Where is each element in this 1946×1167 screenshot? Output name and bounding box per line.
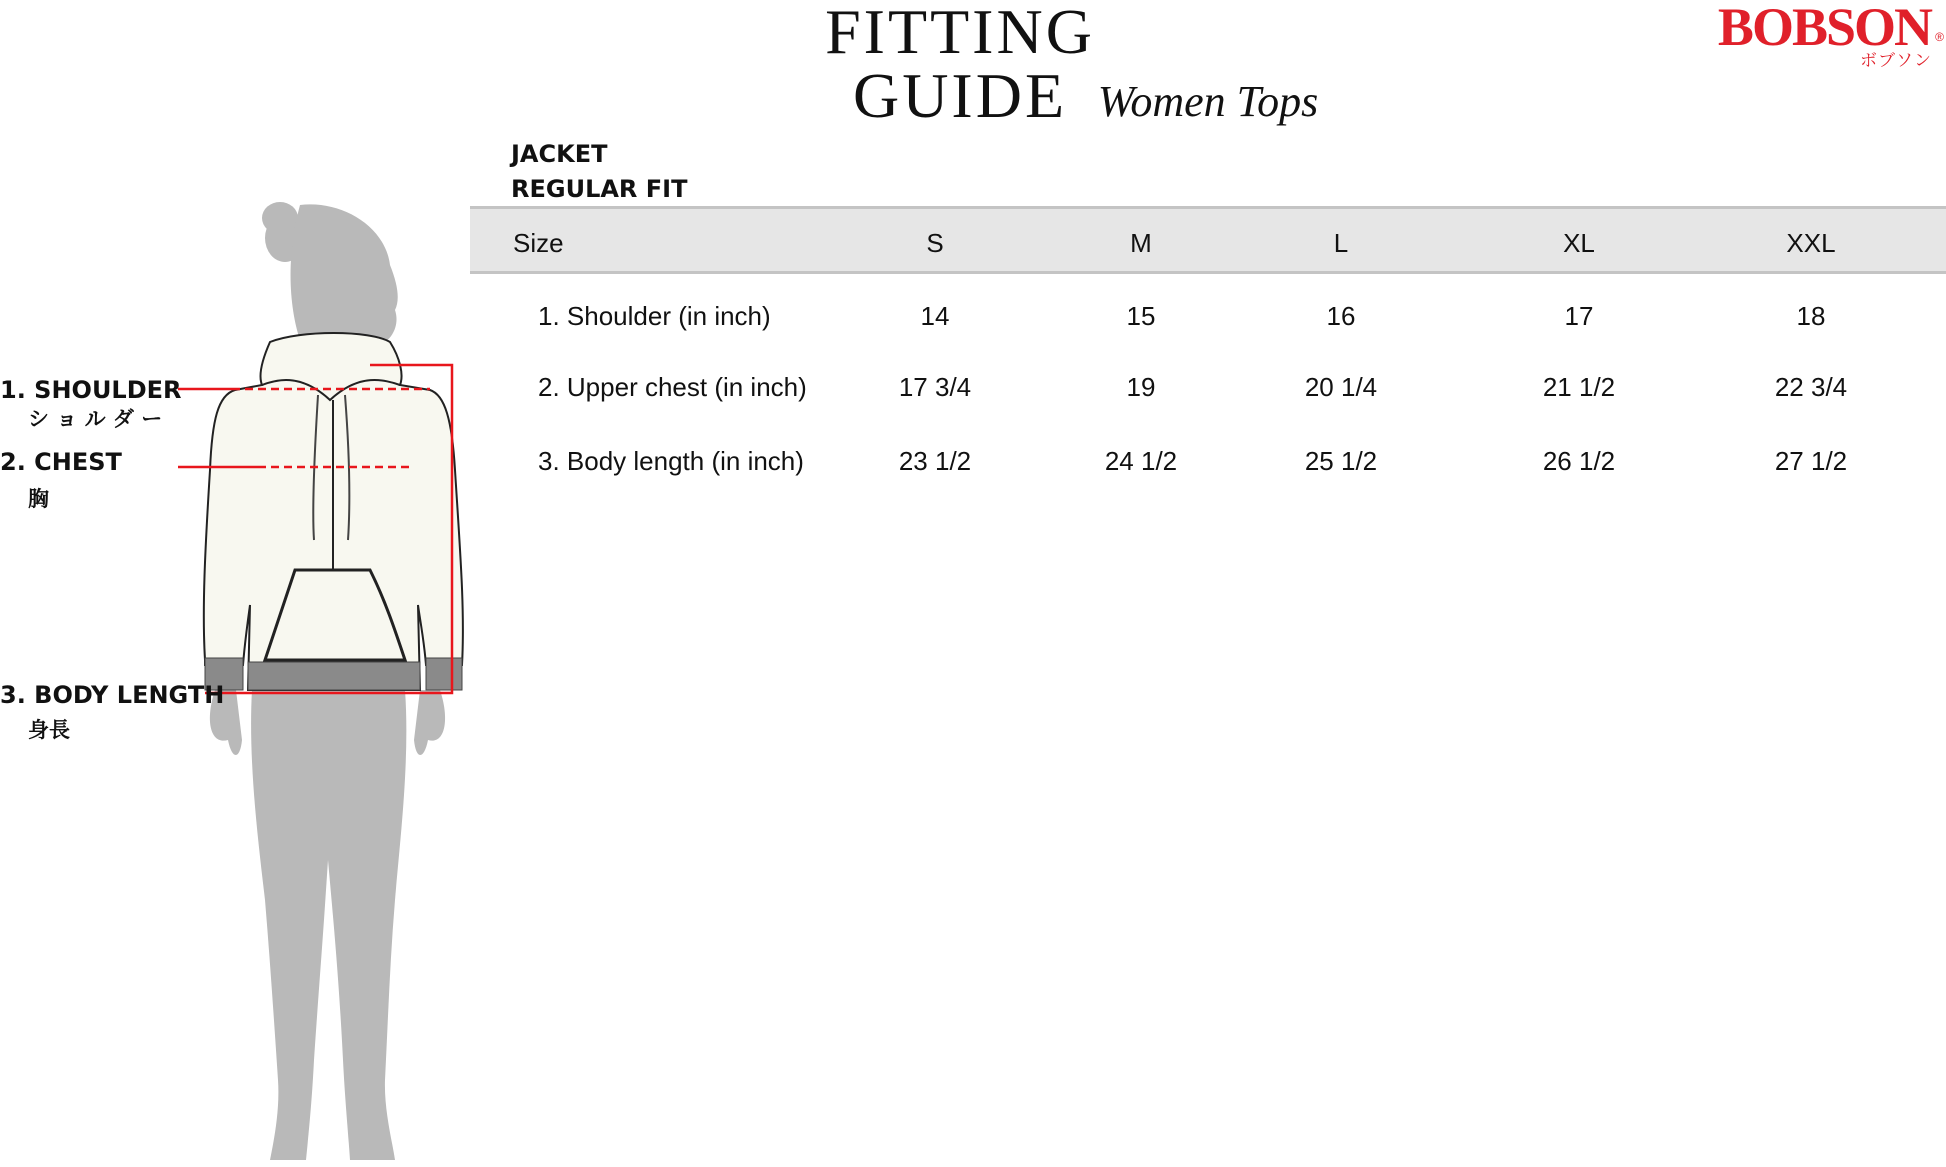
- measurement-sub-body-length: 身長: [28, 718, 70, 742]
- measurement-label-shoulder: 1. SHOULDER: [0, 376, 182, 404]
- measurement-label-body-length: 3. BODY LENGTH: [0, 681, 225, 709]
- brand-name: BOBSON: [1717, 0, 1931, 57]
- table-cell: 17: [1564, 301, 1594, 331]
- table-cell: 18: [1796, 301, 1826, 331]
- page-subtitle: Women Tops: [1097, 77, 1319, 126]
- size-header-l: L: [1333, 228, 1349, 258]
- table-cell: 14: [920, 301, 950, 331]
- garment-type: JACKET: [511, 140, 608, 168]
- row-label-shoulder: 1. Shoulder (in inch): [538, 301, 771, 331]
- table-cell: 22 3/4: [1774, 372, 1848, 402]
- brand-katakana: ボブソン: [1860, 51, 1932, 71]
- jacket-illustration: [204, 333, 463, 690]
- page-title: FITTING GUIDE: [825, 0, 1095, 131]
- measurement-sub-chest: 胸: [28, 487, 49, 511]
- fit-type: REGULAR FIT: [511, 175, 688, 203]
- table-cell: 19: [1126, 372, 1156, 402]
- table-cell: 26 1/2: [1542, 446, 1616, 476]
- table-cell: 27 1/2: [1774, 446, 1848, 476]
- table-cell: 17 3/4: [898, 372, 972, 402]
- size-header-xl: XL: [1563, 228, 1595, 258]
- size-header-xxl: XXL: [1786, 228, 1836, 258]
- table-cell: 23 1/2: [898, 446, 972, 476]
- table-cell: 25 1/2: [1304, 446, 1378, 476]
- model-figure-illustration: [0, 0, 470, 1167]
- table-cell: 24 1/2: [1104, 446, 1178, 476]
- size-column-header: Size: [513, 228, 564, 258]
- table-cell: 16: [1326, 301, 1356, 331]
- brand-registered-mark: ®: [1935, 30, 1944, 44]
- row-label-body-length: 3. Body length (in inch): [538, 446, 804, 476]
- size-table-header: [470, 206, 1946, 274]
- measurement-label-chest: 2. CHEST: [0, 448, 122, 476]
- table-cell: 21 1/2: [1542, 372, 1616, 402]
- table-cell: 20 1/4: [1304, 372, 1378, 402]
- table-cell: 15: [1126, 301, 1156, 331]
- size-header-m: M: [1130, 228, 1152, 258]
- measurement-sub-shoulder: シ ョ ル ダ ー: [28, 407, 163, 431]
- size-header-s: S: [926, 228, 944, 258]
- row-label-upper-chest: 2. Upper chest (in inch): [538, 372, 807, 402]
